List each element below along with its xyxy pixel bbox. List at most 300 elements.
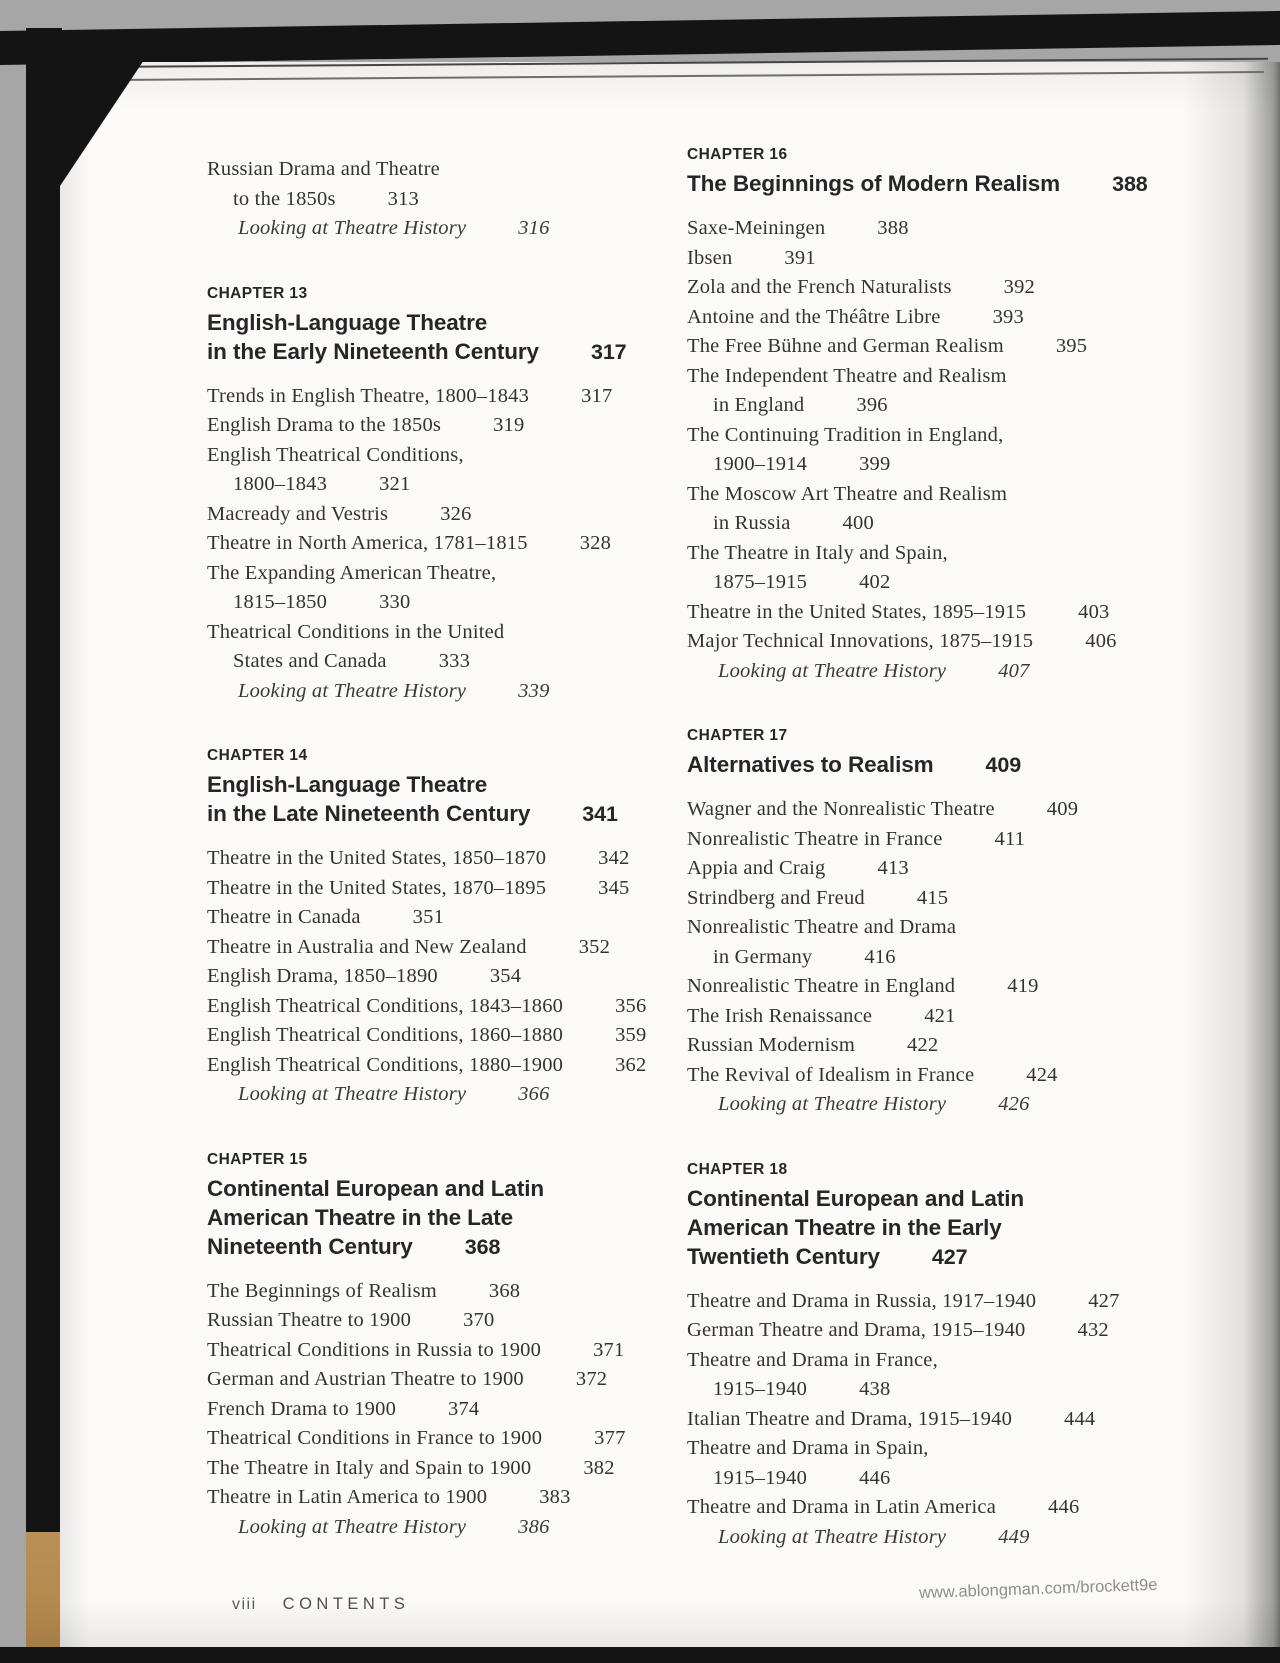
entry-text: 1800–1843 [233,473,328,495]
toc-entry [207,933,699,963]
toc-section [687,145,1192,686]
entry-page-number: 319 [493,414,525,436]
toc-entry-line [687,391,1192,421]
entry-page-number: 356 [615,994,647,1017]
toc-entry [207,1424,699,1454]
entry-page-number: 395 [1055,335,1088,357]
toc-entry-line [207,185,699,215]
toc-section [687,726,1192,1120]
chapter-title-text: American Theatre in the Early [687,1214,1002,1240]
toc-entry [687,362,1192,421]
entry-text: Macready and Vestris [207,502,389,525]
toc-entry [687,480,1192,539]
chapter-page-number: 341 [582,802,618,826]
chapter-page-number: 427 [931,1244,968,1269]
toc-entry-line [687,539,1192,569]
toc-entry [207,1395,699,1425]
toc-entry [207,1021,699,1051]
toc-entry-line [207,677,699,707]
chapter-title-line [687,1242,1192,1272]
entry-text: Trends in English Theatre, 1800–1843 [207,384,530,407]
toc-entry-list [207,155,699,244]
entry-text: The Beginnings of Realism [207,1279,437,1302]
toc-entry [687,884,1192,914]
entry-text: States and Canada [233,650,387,672]
toc-entry [687,795,1192,825]
entry-text: Major Technical Innovations, 1875–1915 [687,630,1034,652]
book-cover-bottom-edge [0,1647,1280,1663]
toc-entry-line [687,825,1192,855]
toc-entry-line [687,1002,1192,1032]
entry-text: English Theatrical Conditions, 1860–1880 [207,1024,564,1046]
toc-entry [207,844,699,874]
toc-entry-line [207,1365,699,1395]
entry-text: Theatre and Drama in Russia, 1917–1940 [687,1289,1037,1312]
entry-text: English Theatrical Conditions, [207,443,464,466]
toc-entry-line [687,568,1192,598]
entry-text: Theatre in the United States, 1870–1895 [207,876,547,899]
chapter-title-text: English-Language Theatre [207,772,488,797]
toc-entry-line [207,1051,699,1081]
toc-entry-line [687,244,1192,274]
toc-entry-line [207,470,699,500]
toc-entry [687,1434,1192,1493]
toc-entry-line [687,303,1192,333]
toc-entry-line [687,627,1192,657]
chapter-page-number: 317 [590,339,627,364]
contents-page [60,62,1280,1648]
entry-text: Strindberg and Freud [687,886,865,909]
entry-page-number: 426 [998,1093,1030,1115]
toc-entry-line [687,795,1192,825]
entry-text: Antoine and the Théâtre Libre [687,305,941,328]
entry-page-number: 370 [463,1309,495,1331]
toc-entry-line [207,411,699,441]
entry-text: The Revival of Idealism in France [687,1063,975,1086]
toc-entry [207,214,699,244]
entry-text: 1915–1940 [713,1378,808,1400]
entry-page-number: 372 [575,1368,608,1390]
footer-contents-label: CONTENTS [282,1595,410,1613]
toc-entry-line [687,598,1192,628]
footer-url: www.ablongman.com/brockett9e [918,1575,1158,1603]
toc-entry-line [687,972,1192,1002]
chapter-title-text: in the Late Nineteenth Century [207,801,531,826]
toc-entry-line [207,214,699,244]
toc-entry [687,657,1192,687]
toc-entry-line [207,500,699,530]
toc-entry-line [687,1405,1192,1435]
toc-section [687,1160,1192,1553]
toc-entry [687,854,1192,884]
toc-entry [687,1316,1192,1346]
entry-page-number: 421 [924,1004,956,1027]
entry-text: Saxe-Meiningen [687,217,826,239]
entry-text: Theatrical Conditions in the United [207,620,505,643]
toc-entry-line [207,647,699,677]
toc-entry [207,529,699,559]
entry-text: 1900–1914 [713,453,808,475]
toc-section [207,155,699,244]
toc-entry-line [687,1523,1192,1553]
toc-entry-line [207,992,699,1022]
toc-entry [207,962,699,992]
toc-entry [687,1002,1192,1032]
toc-entry-line [687,854,1192,884]
entry-page-number: 422 [906,1034,939,1056]
chapter-label: CHAPTER 15 [207,1150,308,1168]
toc-entry-line [687,1031,1192,1061]
toc-entry-list [207,844,699,1110]
toc-entry [687,1405,1192,1435]
toc-entry-line [207,1277,699,1307]
entry-page-number: 383 [539,1486,571,1508]
chapter-title-text: English-Language Theatre [207,309,488,335]
entry-page-number: 388 [877,217,909,239]
entry-text: Nonrealistic Theatre in England [687,975,956,997]
entry-text: Wagner and the Nonrealistic Theatre [687,798,995,820]
toc-entry-line [207,155,699,185]
book-cover-top-edge [0,11,1280,65]
chapter-title-line [687,1184,1192,1213]
toc-section [207,284,699,707]
chapter-title-line [687,1213,1192,1242]
toc-entry [207,411,699,441]
toc-entry-line [207,1454,699,1484]
toc-entry-line [687,1375,1192,1405]
entry-page-number: 362 [615,1053,647,1076]
toc-entry-list [207,382,699,707]
entry-page-number: 317 [581,384,613,407]
entry-text: The Expanding American Theatre, [207,561,497,584]
chapter-title-text: Continental European and Latin [687,1185,1025,1211]
toc-entry [207,559,699,618]
entry-text: 1815–1850 [233,591,328,613]
entry-text: Theatrical Conditions in Russia to 1900 [207,1338,542,1361]
entry-page-number: 359 [615,1024,647,1046]
toc-entry-line [207,559,699,589]
chapter-title-line [207,770,699,799]
entry-text: Theatre and Drama in France, [687,1348,938,1371]
toc-entry-line [687,1287,1192,1317]
toc-entry-line [687,943,1192,973]
entry-page-number: 424 [1026,1063,1058,1086]
chapter-title-line [207,799,699,829]
chapter-title-text: Nineteenth Century [207,1233,413,1259]
toc-entry-line [687,1346,1192,1376]
toc-entry-line [687,421,1192,451]
toc-entry [207,1306,699,1336]
entry-text: The Theatre in Italy and Spain, [687,541,948,564]
entry-text: Theatre and Drama in Latin America [687,1496,997,1518]
entry-page-number: 415 [916,886,949,909]
entry-page-number: 416 [864,945,896,968]
toc-entry-line [687,362,1192,392]
entry-page-number: 354 [489,965,522,987]
toc-entry [687,1031,1192,1061]
toc-section [207,746,699,1110]
toc-entry [687,1061,1192,1091]
chapter-title-line [207,337,699,367]
toc-entry-line [687,1090,1192,1120]
toc-entry [687,214,1192,244]
chapter-page-number: 409 [985,753,1022,777]
entry-text: Russian Modernism [687,1034,855,1056]
toc-entry-list [207,1277,699,1543]
toc-entry [207,1336,699,1366]
toc-entry-line [687,657,1192,687]
entry-text: The Theatre in Italy and Spain to 1900 [207,1456,532,1479]
entry-page-number: 393 [992,305,1024,328]
chapter-page-number: 368 [464,1234,501,1259]
entry-text: in Russia [713,512,791,534]
entry-page-number: 374 [448,1397,480,1420]
toc-entry-list [687,795,1192,1120]
book-cover-left-edge [26,28,62,1663]
toc-entry-line [207,1424,699,1454]
entry-text: Theatre in North America, 1781–1815 [207,532,528,554]
entry-text: Russian Drama and Theatre [207,158,440,180]
toc-entry [687,421,1192,480]
entry-text: French Drama to 1900 [207,1397,397,1420]
entry-text: Looking at Theatre History [718,1525,947,1548]
entry-page-number: 313 [387,187,419,210]
toc-entry [207,155,699,214]
toc-entry-line [687,1061,1192,1091]
entry-page-number: 449 [998,1525,1030,1548]
entry-text: Theatrical Conditions in France to 1900 [207,1427,543,1449]
toc-entry-line [207,441,699,471]
entry-text: Looking at Theatre History [718,659,947,682]
entry-page-number: 328 [579,532,612,554]
toc-entry [207,1277,699,1307]
toc-entry-line [207,903,699,933]
toc-section [207,1150,699,1543]
toc-entry-line [207,933,699,963]
toc-entry [207,1051,699,1081]
entry-text: to the 1850s [233,187,336,210]
toc-entry [207,677,699,707]
entry-text: Looking at Theatre History [238,679,467,702]
entry-text: Looking at Theatre History [238,1515,467,1538]
chapter-title-line [687,750,1192,780]
entry-page-number: 339 [518,679,550,702]
entry-text: Looking at Theatre History [238,217,467,239]
toc-entry-line [207,1021,699,1051]
entry-text: The Free Bühne and German Realism [687,335,1004,357]
book-spine-accent [26,1532,61,1650]
toc-entry [207,1483,699,1513]
toc-entry [207,441,699,500]
chapter-title-line [207,1232,699,1262]
toc-entry [687,332,1192,362]
entry-text: 1875–1915 [713,571,808,593]
entry-page-number: 413 [877,857,909,879]
entry-page-number: 333 [438,650,471,672]
entry-page-number: 352 [578,935,611,958]
entry-page-number: 342 [598,847,630,869]
toc-entry-line [687,913,1192,943]
toc-entry [687,1090,1192,1120]
folio-page-number: viii [232,1596,257,1613]
entry-page-number: 386 [518,1515,550,1538]
entry-page-number: 407 [998,659,1030,682]
entry-page-number: 446 [859,1466,891,1489]
toc-entry-line [687,214,1192,244]
entry-text: Theatre and Drama in Spain, [687,1437,929,1459]
toc-entry [207,382,699,412]
toc-entry-line [687,332,1192,362]
toc-entry [207,903,699,933]
toc-entry [687,273,1192,303]
toc-entry [207,874,699,904]
toc-entry-line [207,874,699,904]
entry-text: English Theatrical Conditions, 1843–1860 [207,994,564,1017]
chapter-title-text: The Beginnings of Modern Realism [687,171,1061,196]
entry-page-number: 377 [594,1427,626,1449]
entry-page-number: 368 [488,1279,521,1302]
page-footer [232,1595,409,1614]
toc-entry [687,972,1192,1002]
entry-text: in England [713,394,805,416]
toc-entry [687,825,1192,855]
chapter-title-text: in the Early Nineteenth Century [207,338,539,364]
entry-text: Ibsen [687,246,733,269]
toc-entry [207,618,699,677]
chapter-label: CHAPTER 14 [207,747,308,764]
entry-page-number: 419 [1007,975,1039,997]
chapter-title-line [207,308,699,337]
toc-entry-line [687,1493,1192,1523]
toc-entry [207,1365,699,1395]
toc-entry-line [207,382,699,412]
entry-page-number: 432 [1077,1319,1109,1341]
chapter-title-line [207,1174,699,1203]
chapter-title-text: Alternatives to Realism [687,752,934,777]
toc-entry [687,244,1192,274]
chapter-title-text: American Theatre in the Late [207,1204,514,1230]
toc-entry-line [207,588,699,618]
toc-entry-list [687,1287,1192,1553]
entry-text: Looking at Theatre History [718,1093,947,1115]
entry-page-number: 351 [412,906,445,928]
toc-entry-line [687,884,1192,914]
entry-text: Theatre in Australia and New Zealand [207,935,527,958]
toc-entry-line [207,1513,699,1543]
entry-page-number: 382 [583,1456,615,1479]
entry-page-number: 446 [1048,1496,1080,1518]
entry-text: Looking at Theatre History [238,1083,467,1105]
toc-entry-line [207,844,699,874]
entry-page-number: 371 [593,1338,625,1361]
entry-page-number: 399 [859,453,891,475]
toc-entry-line [207,1483,699,1513]
entry-page-number: 396 [856,394,888,416]
chapter-page-number: 388 [1112,172,1148,196]
entry-text: German and Austrian Theatre to 1900 [207,1368,524,1390]
toc-entry-line [207,618,699,648]
toc-entry-line [207,1306,699,1336]
entry-text: Appia and Craig [687,857,826,879]
toc-column-right [687,145,1192,1552]
toc-entry-line [207,1080,699,1110]
toc-entry [687,1287,1192,1317]
entry-text: Theatre in the United States, 1895–1915 [687,600,1027,623]
entry-page-number: 438 [859,1378,891,1400]
toc-entry [207,1454,699,1484]
toc-entry [207,1513,699,1543]
entry-text: English Drama to the 1850s [207,414,442,436]
toc-entry-line [687,509,1192,539]
chapter-title-text: Twentieth Century [687,1243,880,1269]
toc-entry [687,1523,1192,1553]
entry-page-number: 330 [379,591,411,613]
entry-text: in Germany [713,945,813,968]
entry-text: English Drama, 1850–1890 [207,965,438,987]
toc-entry [687,913,1192,972]
toc-entry [207,992,699,1022]
entry-page-number: 427 [1088,1289,1120,1312]
toc-entry [687,1346,1192,1405]
toc-entry [687,627,1192,657]
entry-text: The Moscow Art Theatre and Realism [687,482,1008,505]
entry-page-number: 345 [598,876,630,899]
entry-text: Theatre in Latin America to 1900 [207,1486,488,1508]
chapter-title-line [687,169,1192,199]
entry-text: The Continuing Tradition in England, [687,423,1004,446]
toc-entry-line [687,450,1192,480]
toc-entry [687,539,1192,598]
entry-text: Nonrealistic Theatre in France [687,827,943,850]
entry-page-number: 400 [842,512,874,534]
entry-page-number: 402 [859,571,891,593]
entry-page-number: 444 [1064,1407,1096,1430]
chapter-label: CHAPTER 16 [687,146,788,163]
page-edge-line-2 [118,71,1264,81]
chapter-title-text: Continental European and Latin [207,1175,545,1201]
toc-entry [687,598,1192,628]
entry-page-number: 366 [518,1083,550,1105]
entry-page-number: 411 [994,827,1026,850]
toc-entry-line [687,1464,1192,1494]
entry-text: Russian Theatre to 1900 [207,1309,412,1331]
entry-text: 1915–1940 [713,1466,808,1489]
entry-text: Zola and the French Naturalists [687,276,952,298]
entry-page-number: 391 [784,246,816,269]
entry-page-number: 392 [1003,276,1036,298]
toc-entry [687,1493,1192,1523]
entry-text: Theatre in the United States, 1850–1870 [207,847,547,869]
toc-entry-line [207,962,699,992]
toc-entry-line [687,273,1192,303]
toc-entry-line [207,1395,699,1425]
chapter-label: CHAPTER 18 [687,1160,788,1178]
toc-entry-line [687,480,1192,510]
entry-page-number: 406 [1085,630,1117,652]
toc-entry [207,1080,699,1110]
toc-entry-line [687,1434,1192,1464]
toc-entry-line [687,1316,1192,1346]
chapter-label: CHAPTER 13 [207,284,308,302]
toc-entry [207,500,699,530]
entry-text: Theatre in Canada [207,906,361,928]
chapter-label: CHAPTER 17 [687,727,788,744]
entry-page-number: 326 [440,502,472,525]
entry-text: German Theatre and Drama, 1915–1940 [687,1319,1026,1341]
chapter-title-line [207,1203,699,1232]
entry-page-number: 316 [518,217,550,239]
toc-entry-list [687,214,1192,686]
